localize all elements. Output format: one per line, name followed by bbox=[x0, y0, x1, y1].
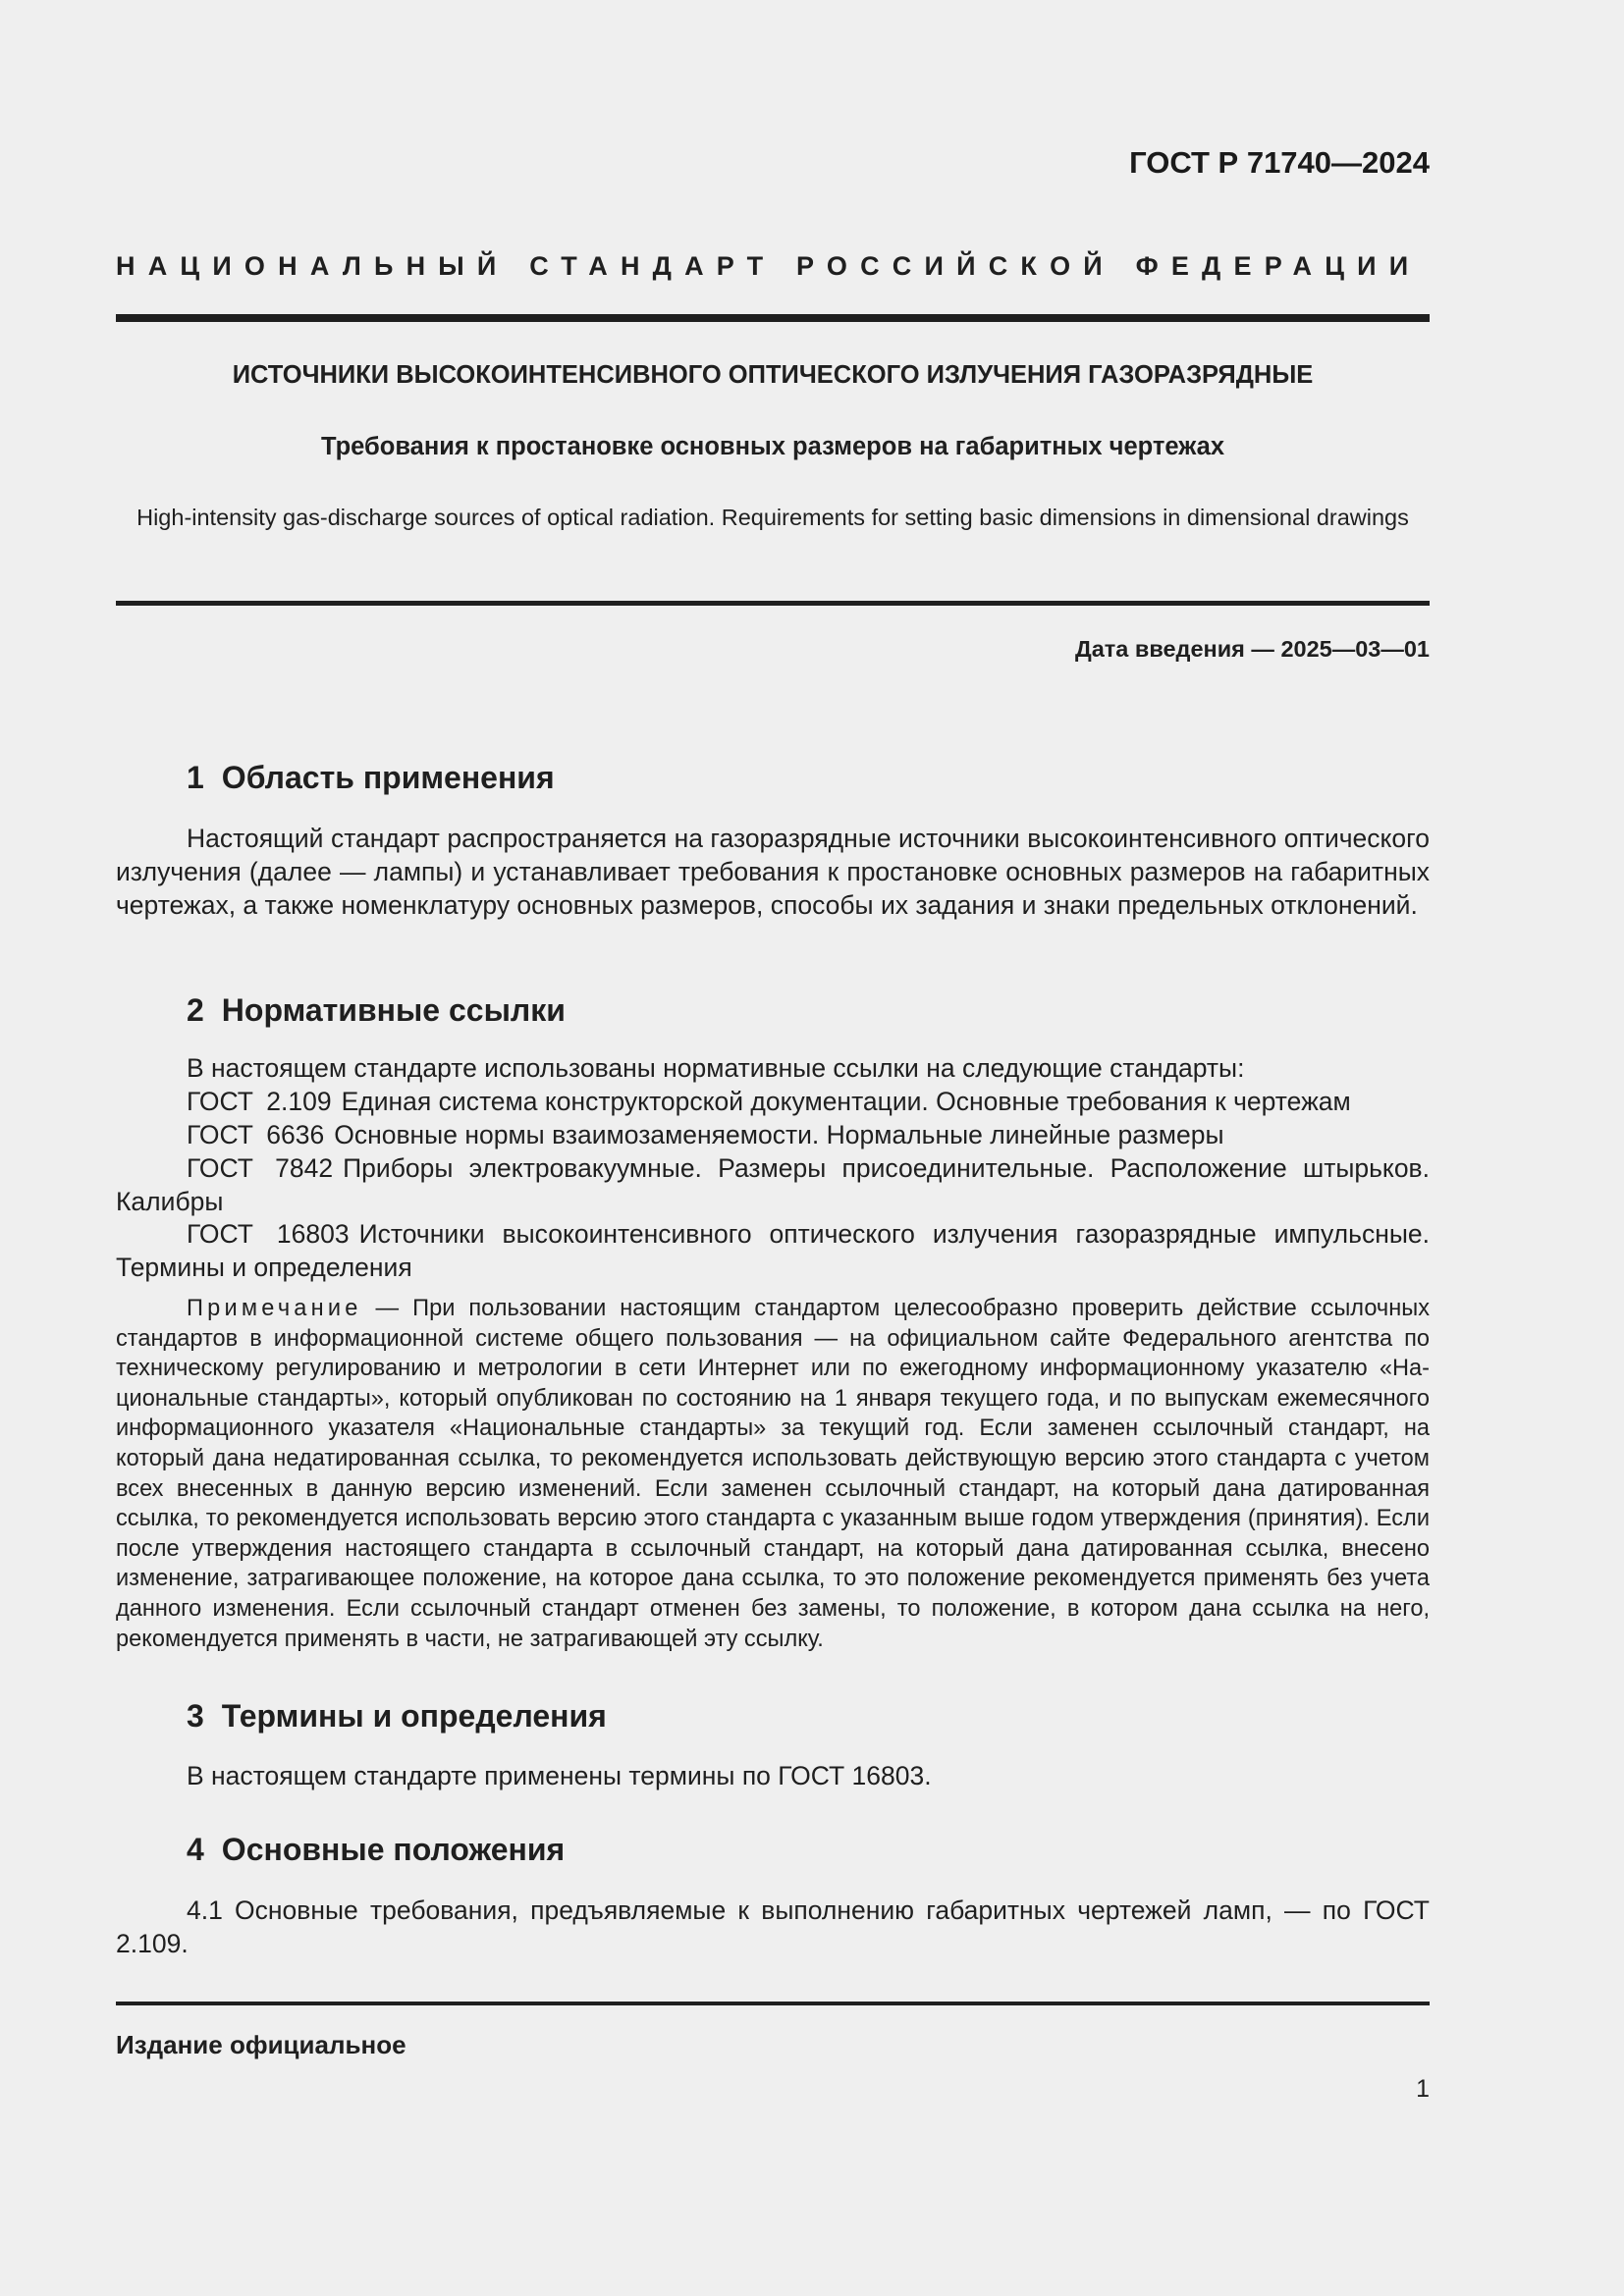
reference-item bbox=[116, 1151, 1430, 1218]
section-title: Нормативные ссылки bbox=[221, 992, 566, 1028]
reference-code: ГОСТ 16803 bbox=[187, 1219, 350, 1249]
document-subtitle: Требования к простановке основных размеров на габаритных чертежах bbox=[320, 433, 1225, 460]
document-title: ИСТОЧНИКИ ВЫСОКОИНТЕНСИВНОГО ОПТИЧЕСКОГО ИЗЛУЧЕНИЯ ГАЗОРАЗРЯДНЫЕ bbox=[232, 361, 1314, 389]
english-title: High-intensity gas-discharge sources of optical radiation. Requirements for setting basic dimensions in dimensional drawings bbox=[136, 505, 1409, 530]
section-number: 2 bbox=[187, 992, 204, 1028]
references-note bbox=[116, 1294, 1430, 1654]
reference-code: ГОСТ 2.109 bbox=[187, 1087, 332, 1116]
section-title: Основные положения bbox=[221, 1832, 566, 1867]
section-1-heading bbox=[187, 760, 555, 796]
references-intro: В настоящем стандарте использованы нормативные ссылки на следующие стандарты: bbox=[187, 1053, 1245, 1083]
standard-designation: ГОСТ Р 71740—2024 bbox=[1129, 145, 1430, 180]
section-title: Термины и определения bbox=[221, 1698, 607, 1734]
title-rule bbox=[116, 601, 1430, 606]
section-title: Область применения bbox=[221, 760, 555, 795]
date-introduced: Дата введения — 2025—03—01 bbox=[1074, 636, 1430, 662]
section-number: 3 bbox=[187, 1698, 204, 1734]
section-number: 4 bbox=[187, 1832, 204, 1867]
section-2-heading bbox=[187, 992, 566, 1029]
national-standard-heading: НАЦИОНАЛЬНЫЙ СТАНДАРТ РОССИЙСКОЙ ФЕДЕРАЦИИ bbox=[116, 251, 1422, 281]
reference-item bbox=[116, 1118, 1430, 1151]
reference-title: Источники высокоинтенсивного оптического излучения газоразрядные импульсные. Термины и определения bbox=[116, 1219, 1430, 1282]
reference-title: Приборы электровакуумные. Размеры присоединительные. Расположение штырьков. Калибры bbox=[116, 1153, 1430, 1216]
note-text: — При пользовании настоящим стандартом целесообразно проверить действие ссылочных стандартов в информационной системе общего пользования — на официальном сайте Федерального агентства по техническому регулированию и метрологии в сети Интернет или по ежегодному информационному указателю «Национальные стандарты», который опубликован по состоянию на 1 января текущего года, и по выпускам ежемесячного информационного указателя «Национальные стандарты» за текущий год. Если заменен ссылочный стандарт, на который дана недатированная ссылка, то рекомендуется использовать действующую версию этого стандарта с учетом всех внесенных в данную версию изменений. Если заменен ссылочный стандарт, на который дана датированная ссылка, то рекомендуется использовать версию этого стандарта с указанным выше годом утверждения (принятия). Если после утверждения настоящего стандарта в ссылочный стандарт, на который дана датированная ссылка, внесено изменение, затрагивающее положение, на которое дана ссылка, то это положение рекомендуется применять без учета данного изменения. Если ссылочный стандарт отменен без замены, то положение, в котором дана ссылка на него, рекомендуется применять в части, не затрагивающей эту ссылку. bbox=[116, 1296, 1430, 1652]
reference-code: ГОСТ 6636 bbox=[187, 1120, 325, 1149]
section-1-text: Настоящий стандарт распространяется на газоразрядные источники высокоинтенсивного оптического излучения (далее — лампы) и устанавливает требования к простановке основных размеров на габаритных чертежах, а также номенклатуру основных размеров, способы их задания и знаки предельных отклонений. bbox=[116, 824, 1430, 920]
reference-code: ГОСТ 7842 bbox=[187, 1153, 334, 1183]
section-number: 1 bbox=[187, 760, 204, 795]
section-3-text: В настоящем стандарте применены термины по ГОСТ 16803. bbox=[187, 1761, 932, 1790]
reference-item bbox=[116, 1217, 1430, 1284]
section-4-heading bbox=[187, 1832, 565, 1868]
section-4-text: 4.1 Основные требования, предъявляемые к выполнению габаритных чертежей ламп, — по ГОСТ 2.109. bbox=[116, 1896, 1430, 1958]
page-number: 1 bbox=[1416, 2075, 1430, 2103]
official-edition-label: Издание официальное bbox=[116, 2030, 406, 2059]
section-3-heading bbox=[187, 1698, 607, 1735]
note-label: Примечание bbox=[187, 1296, 362, 1321]
header-rule bbox=[116, 314, 1430, 322]
reference-item bbox=[116, 1085, 1430, 1118]
reference-title: Основные нормы взаимозаменяемости. Нормальные линейные размеры bbox=[334, 1120, 1224, 1149]
reference-title: Единая система конструкторской документации. Основные требования к чертежам bbox=[341, 1087, 1351, 1116]
footer-rule bbox=[116, 2002, 1430, 2005]
